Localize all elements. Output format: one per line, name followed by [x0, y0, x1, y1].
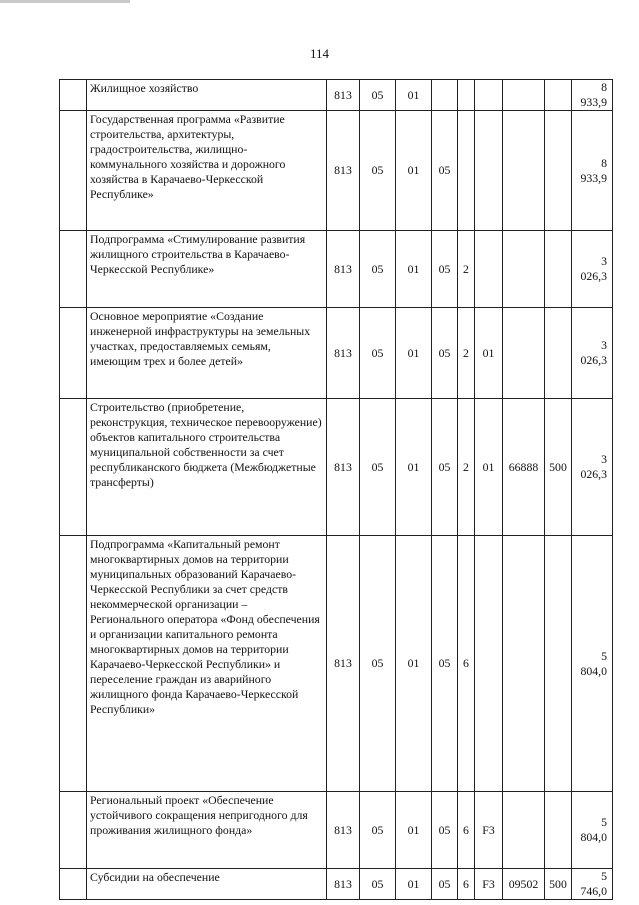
item-name: Основное мероприятие «Создание инженерной инфраструктуры на земельных участках, предоставляемых семьям, имеющим трех и более детей» — [87, 308, 327, 399]
expense-type-code — [545, 536, 572, 792]
direction-code — [503, 536, 545, 792]
direction-code — [503, 231, 545, 308]
table-row — [60, 308, 613, 399]
amount: 3 026,3 — [572, 399, 613, 536]
ministry-code: 813 — [327, 80, 360, 111]
subsection-code: 01 — [396, 869, 432, 900]
subprogram-code: 6 — [458, 536, 475, 792]
row-index-cell — [60, 231, 87, 308]
program-code: 05 — [432, 231, 458, 308]
expense-type-code: 500 — [545, 869, 572, 900]
subprogram-code: 6 — [458, 792, 475, 869]
subsection-code: 01 — [396, 231, 432, 308]
item-name: Региональный проект «Обеспечение устойчивого сокращения непригодного для проживания жилищного фонда» — [87, 792, 327, 869]
program-code: 05 — [432, 399, 458, 536]
amount: 8 933,9 — [572, 80, 613, 111]
section-code: 05 — [360, 869, 396, 900]
direction-code — [503, 792, 545, 869]
amount: 3 026,3 — [572, 231, 613, 308]
event-code — [475, 536, 503, 792]
subprogram-code: 2 — [458, 231, 475, 308]
row-index-cell — [60, 869, 87, 900]
row-index-cell — [60, 792, 87, 869]
section-code: 05 — [360, 308, 396, 399]
top-scan-line — [0, 0, 130, 3]
event-code: 01 — [475, 399, 503, 536]
table-row — [60, 869, 613, 900]
budget-table — [59, 79, 613, 900]
program-code: 05 — [432, 536, 458, 792]
event-code — [475, 231, 503, 308]
direction-code — [503, 111, 545, 231]
expense-type-code — [545, 231, 572, 308]
item-name: Жилищное хозяйство — [87, 80, 327, 111]
expense-type-code: 500 — [545, 399, 572, 536]
section-code: 05 — [360, 80, 396, 111]
item-name: Государственная программа «Развитие строительства, архитектуры, градостроительства, жилищно-коммунального хозяйства и дорожного хозяйства в Карачаево-Черкесской Республике» — [87, 111, 327, 231]
program-code: 05 — [432, 308, 458, 399]
subprogram-code — [458, 111, 475, 231]
budget-table-body — [60, 80, 613, 900]
event-code — [475, 80, 503, 111]
table-row — [60, 231, 613, 308]
subsection-code: 01 — [396, 536, 432, 792]
expense-type-code — [545, 308, 572, 399]
amount: 8 933,9 — [572, 111, 613, 231]
section-code: 05 — [360, 536, 396, 792]
section-code: 05 — [360, 111, 396, 231]
event-code: 01 — [475, 308, 503, 399]
row-index-cell — [60, 536, 87, 792]
amount: 5 804,0 — [572, 792, 613, 869]
subprogram-code: 6 — [458, 869, 475, 900]
event-code: F3 — [475, 792, 503, 869]
table-row — [60, 792, 613, 869]
amount: 5 746,0 — [572, 869, 613, 900]
section-code: 05 — [360, 231, 396, 308]
event-code: F3 — [475, 869, 503, 900]
event-code — [475, 111, 503, 231]
direction-code: 09502 — [503, 869, 545, 900]
ministry-code: 813 — [327, 231, 360, 308]
ministry-code: 813 — [327, 399, 360, 536]
direction-code: 66888 — [503, 399, 545, 536]
expense-type-code — [545, 80, 572, 111]
item-name: Субсидии на обеспечение — [87, 869, 327, 900]
table-row — [60, 399, 613, 536]
subsection-code: 01 — [396, 792, 432, 869]
table-row — [60, 536, 613, 792]
expense-type-code — [545, 792, 572, 869]
subsection-code: 01 — [396, 308, 432, 399]
ministry-code: 813 — [327, 869, 360, 900]
section-code: 05 — [360, 399, 396, 536]
page-number: 114 — [309, 46, 330, 61]
subsection-code: 01 — [396, 80, 432, 111]
table-row — [60, 80, 613, 111]
row-index-cell — [60, 399, 87, 536]
subprogram-code — [458, 80, 475, 111]
subprogram-code: 2 — [458, 399, 475, 536]
section-code: 05 — [360, 792, 396, 869]
ministry-code: 813 — [327, 308, 360, 399]
direction-code — [503, 308, 545, 399]
subsection-code: 01 — [396, 111, 432, 231]
row-index-cell — [60, 308, 87, 399]
item-name: Подпрограмма «Стимулирование развития жилищного строительства в Карачаево-Черкесской Республике» — [87, 231, 327, 308]
amount: 3 026,3 — [572, 308, 613, 399]
program-code: 05 — [432, 111, 458, 231]
expense-type-code — [545, 111, 572, 231]
ministry-code: 813 — [327, 792, 360, 869]
ministry-code: 813 — [327, 536, 360, 792]
program-code — [432, 80, 458, 111]
item-name: Строительство (приобретение, реконструкция, техническое перевооружение) объектов капитального строительства муниципальной собственности за счет республиканского бюджета (Межбюджетные трансферты) — [87, 399, 327, 536]
row-index-cell — [60, 80, 87, 111]
subsection-code: 01 — [396, 399, 432, 536]
item-name: Подпрограмма «Капитальный ремонт многоквартирных домов на территории муниципальных образований Карачаево-Черкесской Республики за счет средств некоммерческой организации – Регионального оператора «Фонд обеспечения и организации капитального ремонта многоквартирных домов на территории Карачаево-Черкесской Республики» и переселение граждан из аварийного жилищного фонда Карачаево-Черкесской Республики» — [87, 536, 327, 792]
ministry-code: 813 — [327, 111, 360, 231]
row-index-cell — [60, 111, 87, 231]
program-code: 05 — [432, 869, 458, 900]
direction-code — [503, 80, 545, 111]
table-row — [60, 111, 613, 231]
subprogram-code: 2 — [458, 308, 475, 399]
program-code: 05 — [432, 792, 458, 869]
amount: 5 804,0 — [572, 536, 613, 792]
